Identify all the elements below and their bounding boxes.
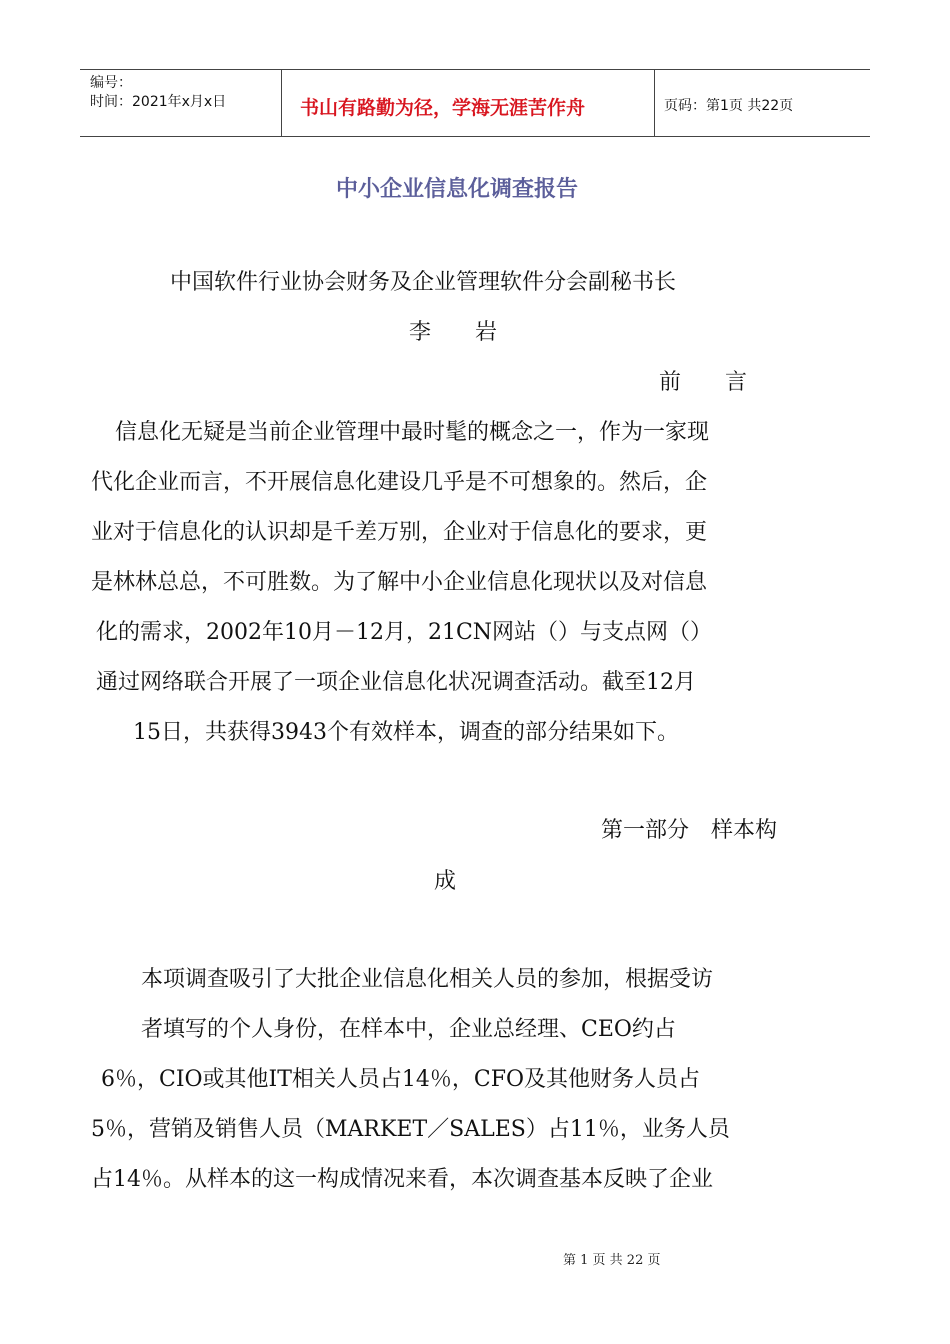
header-time-label: 时间：2021年x月x日	[90, 94, 227, 110]
part1-line: 6％，CIO或其他IT相关人员占14％，CFO及其他财务人员占	[101, 1067, 701, 1092]
preface-line: 15日，共获得3943个有效样本，调查的部分结果如下。	[133, 720, 679, 745]
preface-line: 通过网络联合开展了一项企业信息化状况调查活动。截至12月	[96, 670, 696, 695]
preface-line: 化的需求，2002年10月－12月，21CN网站（）与支点网（）	[96, 620, 713, 645]
part1-line: 5％，营销及销售人员（MARKET／SALES）占11％，业务人员	[91, 1117, 730, 1142]
document-title: 中小企业信息化调查报告	[336, 177, 579, 202]
header-page-info: 页码：第1页 共22页	[664, 98, 794, 114]
preface-line: 业对于信息化的认识却是千差万别，企业对于信息化的要求，更	[91, 520, 708, 545]
page-footer: 第 1 页 共 22 页	[563, 1253, 661, 1268]
preface-line: 信息化无疑是当前企业管理中最时髦的概念之一，作为一家现	[115, 420, 710, 445]
part1-line: 者填写的个人身份，在样本中，企业总经理、CEO约占	[141, 1017, 676, 1042]
part1-line: 本项调查吸引了大批企业信息化相关人员的参加，根据受访	[141, 967, 714, 992]
header-divider-right	[654, 69, 655, 136]
author-organization: 中国软件行业协会财务及企业管理软件分会副秘书长	[170, 270, 677, 295]
part1-line: 占14％。从样本的这一构成情况来看，本次调查基本反映了企业	[91, 1167, 713, 1192]
part1-heading: 第一部分 样本构	[601, 818, 778, 843]
header-top-border	[80, 69, 870, 70]
header-motto: 书山有路勤为径，学海无涯苦作舟	[300, 97, 586, 119]
part1-heading-continuation: 成	[434, 869, 457, 894]
header-bottom-border	[80, 136, 870, 137]
header-number-label: 编号：	[90, 75, 132, 91]
preface-heading: 前 言	[659, 370, 748, 395]
header-divider-left	[281, 69, 282, 136]
preface-line: 是林林总总，不可胜数。为了解中小企业信息化现状以及对信息	[91, 570, 708, 595]
author-name: 李 岩	[409, 320, 498, 345]
preface-line: 代化企业而言，不开展信息化建设几乎是不可想象的。然后，企	[91, 470, 708, 495]
